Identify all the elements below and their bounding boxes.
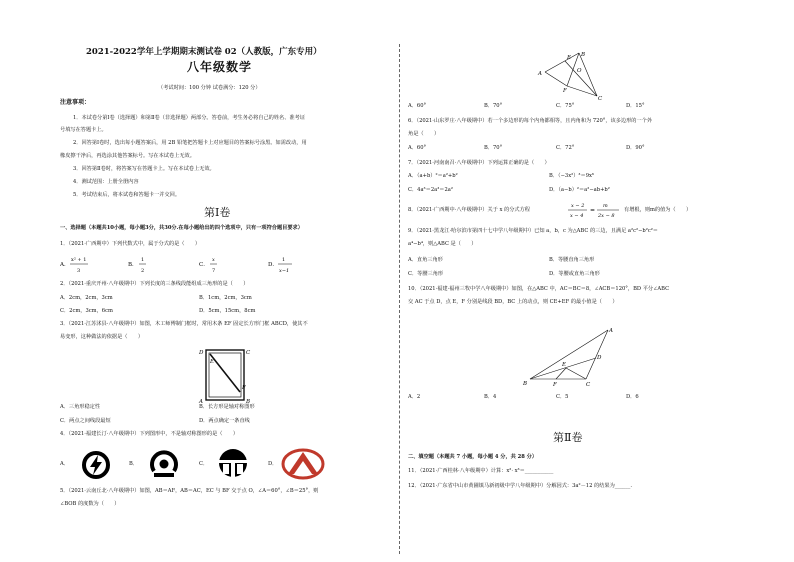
note-2: 2．回答第Ⅰ卷时，选出每小题答案后，用 2B 铅笔把答题卡上对应题目的答案标号涂黑。如需改动，用 xyxy=(73,140,307,146)
q2-option-d: D．5cm，15cm，8cm xyxy=(199,308,256,314)
q6-option-a: A．60° xyxy=(408,145,427,151)
q8-f1-den: x − 4 xyxy=(570,213,584,219)
q6-line-1: 6．（2021·山东罗庄·八年级期中）若一个多边形的每个内角都相等，且内角和为 720°，该多边形的一个外 xyxy=(408,118,653,124)
q5-line-1: 5．（2021·云南丘北·八年级期中）如图，AB＝AF，AB＝AC，EC 与 BF 交于点 O，∠A＝60°，∠B＝25°，则 xyxy=(60,488,319,494)
q7-option-b: B．（−3x²）³＝9x⁶ xyxy=(549,173,594,179)
note-5: 5．考试结束后，将本试卷和答题卡一并交回。 xyxy=(73,192,181,198)
q5-line-2: ∠BOB 的度数为（ ） xyxy=(60,501,120,507)
q4-stem: 4．（2021·福建长汀·八年级期中）下列图形中，不是轴对称图形的是（ ） xyxy=(60,431,239,437)
q6-line-2: 角是（ ） xyxy=(408,131,440,137)
q9-line-2: a⁴−b⁴，则△ABC 是（ ） xyxy=(408,241,477,247)
q8-stem-pre: 8．（2021·广西期中·八年级期中）关于 x 的分式方程 xyxy=(408,207,530,213)
q4-option-b: B． xyxy=(129,461,138,467)
q3-line-2: 易变形，这种做法的依据是（ ） xyxy=(60,334,144,340)
q7-option-a: A．（a+b）²＝a²+b² xyxy=(408,173,458,179)
section-1-heading: 一、选择题（本题共10小题，每小题3分，共30分.在每小题给出的四个选项中，只有一项符合题目要求） xyxy=(60,225,303,231)
fig10-label-B: B xyxy=(523,381,528,387)
q1-c-den: 7 xyxy=(212,268,216,274)
q1-d-den: x−1 xyxy=(279,268,290,274)
q4-option-a: A． xyxy=(60,461,69,467)
fig5-label-E: E xyxy=(567,55,572,61)
label-C: C xyxy=(246,350,251,356)
fig10-label-D: D xyxy=(597,355,602,361)
q8-f2-num: m xyxy=(603,203,608,209)
q10-option-b: B．4 xyxy=(484,394,497,400)
q5-option-d: D．15° xyxy=(626,103,645,109)
q3-option-c: C．两点之间线段最短 xyxy=(60,418,111,424)
note-1: 1．本试卷分第Ⅰ卷（选择题）和第Ⅱ卷（非选择题）两部分。答卷前，考生务必将自己的姓名、准考证 xyxy=(73,115,305,121)
q5-figure xyxy=(537,50,609,102)
q1-a-den: 3 xyxy=(77,268,81,274)
q4-option-c: C． xyxy=(199,461,209,467)
q12-stem: 12．（2021·广东省中山市黄圃镇马新初级中学八年级期中）分解因式：3a²－12 的结果为______. xyxy=(408,483,632,489)
q10-triangle-figure xyxy=(520,322,620,390)
q3-option-a: A．三角形稳定性 xyxy=(60,404,101,410)
q9-option-d: D．等腰或直角三角形 xyxy=(549,271,600,277)
q7-option-d: D．（a−b）²＝a²−ab+b² xyxy=(549,187,610,193)
q7-option-c: C．4a³＝2a³＝2a² xyxy=(408,187,453,193)
fig5-label-O: O xyxy=(577,68,582,74)
q4-logo-d-arch xyxy=(280,446,326,480)
q11-stem: 11．（2021·广西桂林·八年级期中）计算：x²· x³＝___________ xyxy=(408,468,554,474)
q8-f2-den: 2x − 8 xyxy=(598,213,615,219)
note-2b: 橡皮擦干净后，再选涂其他答案标号。写在本试卷上无效。 xyxy=(60,153,195,159)
q2-option-c: C．2cm，3cm，6cm xyxy=(60,308,113,314)
q1-b-num: 1 xyxy=(141,257,145,263)
fig5-label-F: F xyxy=(563,88,567,94)
q1-options xyxy=(60,252,380,276)
q3-option-b: B．长方形是轴对称图形 xyxy=(199,404,255,410)
q1-option-c: C． xyxy=(199,262,209,268)
q5-option-b: B．70° xyxy=(484,103,503,109)
fig5-label-A: A xyxy=(538,71,542,77)
fig10-label-A: A xyxy=(609,328,613,334)
q4-option-d: D． xyxy=(268,461,278,467)
q6-option-b: B．70° xyxy=(484,145,503,151)
q10-line-2: 交 AC 于点 D，点 E，F 分别是线段 BD，BC 上的动点，则 CE+EF 的最小值是（ ） xyxy=(408,299,618,305)
q2-option-b: B．1cm，2cm，3cm xyxy=(199,295,252,301)
volume-1-title: 第Ⅰ卷 xyxy=(204,206,231,219)
q8-equals: = xyxy=(590,207,596,214)
q9-option-c: C．等腰三角形 xyxy=(408,271,444,277)
q10-option-d: D．6 xyxy=(626,394,639,400)
q1-b-den: 2 xyxy=(141,268,145,274)
q4-logo-b-ring xyxy=(144,449,184,481)
q3-door-frame-figure xyxy=(196,344,256,404)
q5-option-c: C．75° xyxy=(556,103,575,109)
brace-EF xyxy=(210,354,240,392)
q1-c-num: x xyxy=(212,257,215,263)
q9-option-a: A．直角三角形 xyxy=(408,257,443,263)
q5-option-a: A．60° xyxy=(408,103,427,109)
note-3: 3．回答第Ⅱ卷时，将答案写在答题卡上。写在本试卷上无效。 xyxy=(73,166,215,172)
q1-d-num: 1 xyxy=(282,257,286,263)
door-frame-outer xyxy=(206,350,244,400)
label-B: B xyxy=(246,399,251,404)
notes-heading: 注意事项： xyxy=(60,99,91,106)
q1-option-a: A． xyxy=(60,262,70,268)
q7-stem: 7．（2021·河南南召·八年级期中）下列运算正确的是（ ） xyxy=(408,160,550,166)
subject-title: 八年级数学 xyxy=(187,60,253,74)
column-divider xyxy=(399,44,400,554)
exam-meta: （考试时间：100 分钟 试卷满分：120 分） xyxy=(158,85,261,91)
q3-option-d: D．两点确定一条直线 xyxy=(199,418,250,424)
q10-line-1: 10．（2021·福建·福州三牧中学八年级期中）如图，在△ABC 中，AC＝BC＝8，∠ACB＝120°，BD 平分∠ABC xyxy=(408,286,670,292)
q8-equation xyxy=(567,199,623,221)
q10-option-c: C．5 xyxy=(556,394,569,400)
fig5-label-B: B xyxy=(581,52,586,58)
label-D: D xyxy=(199,350,204,356)
note-4: 4．测试范围：上册全册内容 xyxy=(73,179,139,185)
fig10-label-E: E xyxy=(562,362,567,368)
q6-option-d: D．90° xyxy=(626,145,645,151)
q8-stem-post: 有增根，则m的值为（ ） xyxy=(624,207,692,213)
q10-option-a: A．2 xyxy=(408,394,421,400)
segment-EF xyxy=(556,368,566,379)
note-1b: 号填写在答题卡上。 xyxy=(60,127,107,133)
section-2-heading: 二、填空题（本题共 7 小题，每小题 4 分，共 28 分） xyxy=(408,454,538,460)
q4-logo-c-t-circle xyxy=(213,447,253,479)
label-A: A xyxy=(199,399,203,404)
q1-option-d: D． xyxy=(268,262,278,268)
fig10-label-C: C xyxy=(586,382,591,388)
segment-CE xyxy=(566,368,586,379)
q9-line-1: 9．（2021·黑龙江·哈尔滨市第四十七中学八年级期中）已知 a，b，c 为△ABC 的三边，且满足 a²c²−b²c²＝ xyxy=(408,228,658,234)
q1-a-num: x² + 1 xyxy=(71,257,87,263)
q2-option-a: A．2cm，2cm，3cm xyxy=(60,295,113,301)
q8-f1-num: x − 2 xyxy=(571,203,585,209)
q6-option-c: C．72° xyxy=(556,145,575,151)
label-F: F xyxy=(242,385,246,391)
fig10-label-F: F xyxy=(553,382,557,388)
fig5-label-C: C xyxy=(598,96,603,102)
q3-line-1: 3．（2021·江苏沭县·八年级期中）如图，木工师傅制门框时，常用木条 EF 固定长方形门框 ABCD，使其不 xyxy=(60,321,308,327)
q1-stem: 1．（2021·广西期中）下列代数式中，属于分式的是（ ） xyxy=(60,241,201,247)
q2-stem: 2．（2021·重庆开州·八年级期中）下列长度的三条线段能组成三角形的是（ ） xyxy=(60,281,249,287)
q4-logo-a-lightning-circle xyxy=(76,449,116,481)
q9-option-b: B．等腰直角三角形 xyxy=(549,257,595,263)
q1-option-b: B． xyxy=(128,262,138,268)
exam-title: 2021-2022学年上学期期末测试卷 02（人教版，广东专用） xyxy=(86,47,322,57)
label-E: E xyxy=(210,359,215,365)
volume-2-title: 第Ⅱ卷 xyxy=(553,431,583,444)
